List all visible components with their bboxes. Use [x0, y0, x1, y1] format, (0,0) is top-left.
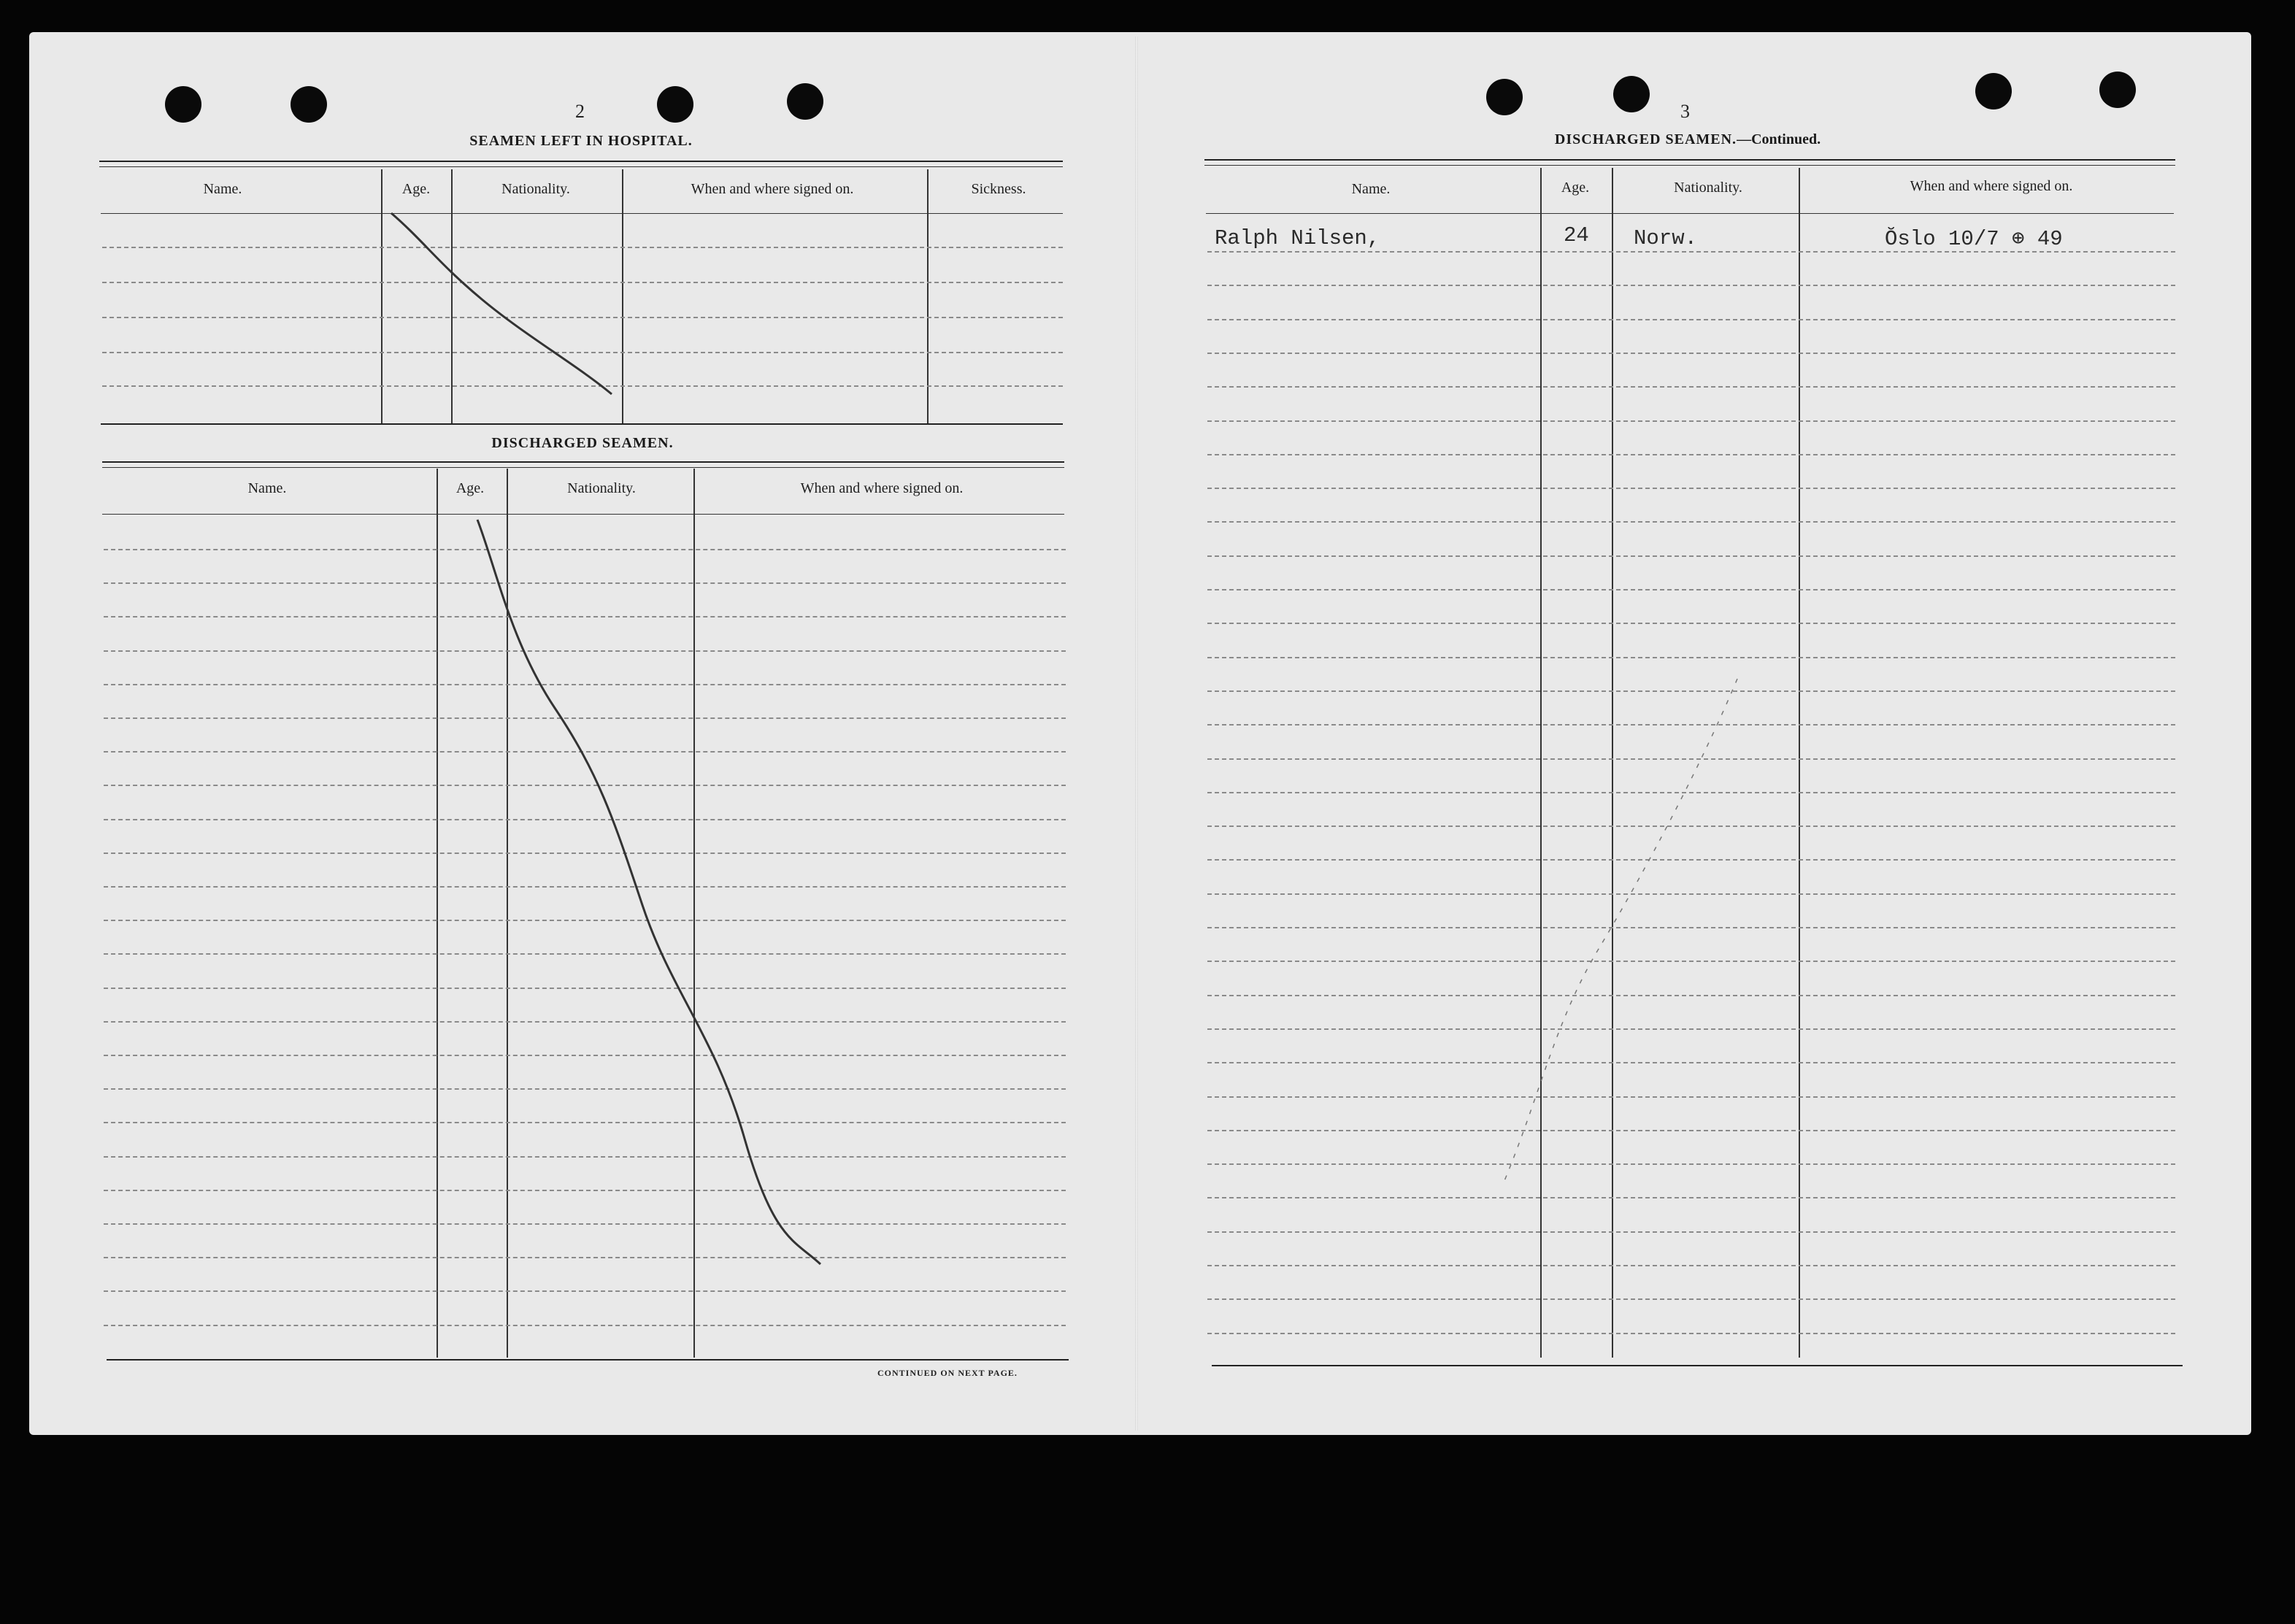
page-number-left: 2: [575, 101, 585, 122]
strike-mark-hospital: [391, 213, 612, 394]
right-section-title-continued: —Continued.: [1737, 131, 1821, 147]
strike-mark-discharged: [477, 520, 820, 1264]
entry-name: Ralph Nilsen,: [1215, 226, 1380, 250]
discharged-col-signed-on: When and where signed on.: [800, 480, 964, 496]
entry-age: 24: [1564, 223, 1589, 247]
right-col-name: Name.: [1351, 181, 1391, 197]
entry-nationality: Norw.: [1634, 226, 1698, 250]
right-section-title-main: DISCHARGED SEAMEN.: [1554, 131, 1737, 147]
right-col-age: Age.: [1561, 180, 1590, 196]
hospital-col-age: Age.: [401, 181, 431, 197]
hospital-col-nationality: Nationality.: [501, 181, 570, 197]
hospital-section-title: SEAMEN LEFT IN HOSPITAL.: [469, 133, 693, 149]
continued-footer: CONTINUED ON NEXT PAGE.: [877, 1368, 1018, 1378]
hospital-col-signed-on: When and where signed on.: [691, 181, 854, 197]
right-col-signed-on: When and where signed on.: [1910, 178, 2073, 194]
entry-signed-on: Ŏslo 10/7 ⊕ 49: [1885, 227, 2063, 251]
hospital-col-name: Name.: [203, 181, 242, 197]
discharged-col-age: Age.: [455, 480, 485, 496]
faint-strike-mark: [1504, 679, 1737, 1182]
right-col-nationality: Nationality.: [1674, 180, 1742, 196]
discharged-section-title: DISCHARGED SEAMEN.: [491, 435, 674, 451]
discharged-col-nationality: Nationality.: [567, 480, 636, 496]
discharged-col-name: Name.: [247, 480, 287, 496]
hospital-col-sickness: Sickness.: [971, 181, 1026, 197]
page-number-right: 3: [1680, 101, 1690, 122]
